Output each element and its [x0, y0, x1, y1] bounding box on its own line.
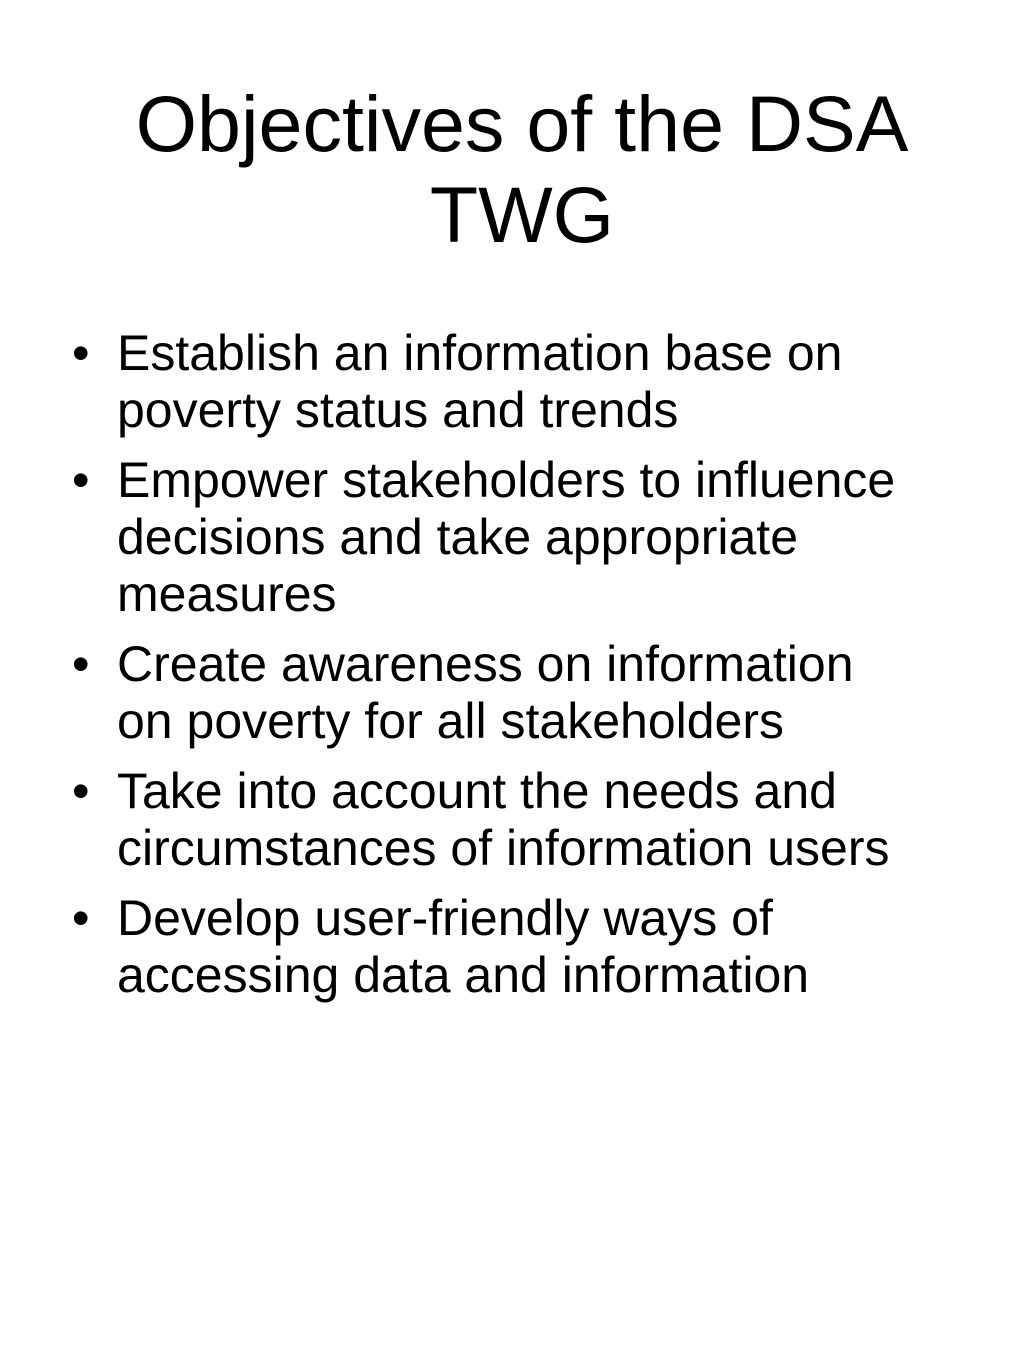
bullet-icon: • [72, 890, 90, 946]
bullet-line: poverty status and trends [117, 382, 679, 438]
title-line: TWG [429, 170, 615, 259]
bullet-line: Create awareness on information [117, 636, 854, 692]
bullet-line: decisions and take appropriate [117, 509, 799, 565]
bullet-line: measures [117, 566, 337, 622]
bullet-text [117, 325, 997, 439]
bullet-icon: • [72, 452, 90, 508]
bullet-list [0, 325, 1024, 1017]
list-item [0, 452, 1024, 623]
bullet-line: Empower stakeholders to influence [117, 452, 896, 508]
bullet-icon: • [72, 325, 90, 381]
list-item [0, 636, 1024, 750]
list-item [0, 890, 1024, 1004]
list-item [0, 325, 1024, 439]
bullet-icon: • [72, 763, 90, 819]
bullet-text [117, 452, 997, 623]
bullet-line: Establish an information base on [117, 325, 843, 381]
title-line: Objectives of the DSA [135, 79, 909, 168]
bullet-line: circumstances of information users [117, 820, 890, 876]
bullet-line: on poverty for all stakeholders [117, 693, 785, 749]
bullet-icon: • [72, 636, 90, 692]
bullet-line: Take into account the needs and [117, 763, 837, 819]
bullet-text [117, 890, 997, 1004]
bullet-text [117, 636, 997, 750]
bullet-text [117, 763, 997, 877]
slide-title [60, 78, 984, 260]
bullet-line: accessing data and information [117, 947, 810, 1003]
list-item [0, 763, 1024, 877]
bullet-line: Develop user-friendly ways of [117, 890, 773, 946]
